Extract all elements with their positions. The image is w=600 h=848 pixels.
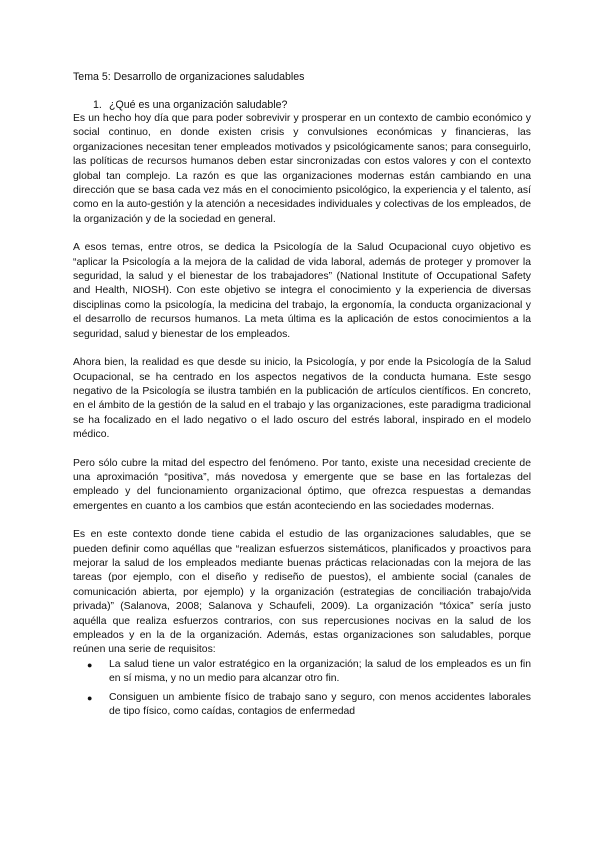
paragraph-3: Ahora bien, la realidad es que desde su inicio, la Psicología, y por ende la Psicología de la Salud Ocupacional, se ha centrado en los aspectos negativos de la conducta humana. Este sesgo negativo de la Psicología se ilustra también en la publicación de artículos científicos. En concreto, en el ámbito de la gestión de la salud en el trabajo y las organizaciones, este paradigma tradicional se ha focalizado en el lado negativo o el lado oscuro del estrés laboral, inspirado en el modelo médico. xyxy=(73,357,531,441)
document-title: Tema 5: Desarrollo de organizaciones saludables xyxy=(73,71,305,83)
requirements-list xyxy=(73,658,531,720)
section-question: ¿Qué es una organización saludable? xyxy=(109,99,288,111)
bullet-icon: ● xyxy=(87,692,93,703)
list-item-text: La salud tiene un valor estratégico en la organización; la salud de los empleados es un fin en sí misma, y no un medio para alcanzar otro fin. xyxy=(109,658,531,685)
list-item xyxy=(73,691,531,720)
paragraph-1: Es un hecho hoy día que para poder sobrevivir y prosperar en un contexto de cambio económico y social continuo, en donde existen crisis y convulsiones económicas y financieras, las organizaciones necesitan tener empleados motivados y psicológicamente sanos; para conseguirlo, las políticas de recursos humanos deben estar sincronizadas con estos valores y con el contexto global tan complejo. La razón es que las organizaciones modernas están cambiando en una dirección que se basa cada vez más en el conocimiento psicológico, la experiencia y el talento, así como en la auto-gestión y la atención a necesidades individuales y colectivas de los empleados, de la organización y de la sociedad en general. xyxy=(73,113,531,225)
document-page xyxy=(73,70,531,723)
section-number: 1. xyxy=(93,99,102,111)
section-heading xyxy=(93,98,531,112)
list-item xyxy=(73,658,531,687)
list-item-text: Consiguen un ambiente físico de trabajo sano y seguro, con menos accidentes laborales de tipo físico, como caídas, contagios de enfermedad xyxy=(109,691,531,718)
bullet-icon: ● xyxy=(87,659,93,670)
paragraph-2: A esos temas, entre otros, se dedica la Psicología de la Salud Ocupacional cuyo objetivo es “aplicar la Psicología a la mejora de la calidad de vida laboral, además de proteger y promover la seguridad, la salud y el bienestar de los trabajadores” (National Institute of Occupational Safety and Health, NIOSH). Con este objetivo se integra el conocimiento y la experiencia de diversas disciplinas como la psicología, la medicina del trabajo, la ergonomía, la conducta organizacional y el desarrollo de recursos humanos. La meta última es la aplicación de estos conocimientos a la seguridad, salud y bienestar de los empleados. xyxy=(73,242,531,340)
paragraph-5: Es en este contexto donde tiene cabida el estudio de las organizaciones saludables, que se pueden definir como aquéllas que “realizan esfuerzos sistemáticos, planificados y proactivos para mejorar la salud de los empleados mediante buenas prácticas relacionadas con la mejora de las tareas (por ejemplo, con el diseño y rediseño de puestos), el ambiente social (canales de comunicación abierta, por ejemplo) y la organización (estrategias de conciliación trabajo/vida privada)” (Salanova, 2008; Salanova y Schaufeli, 2009). La organización “tóxica” sería justo aquélla que realiza esfuerzos contrarios, con sus repercusiones nocivas en la salud de los empleados y en la de la organización. Además, estas organizaciones son saludables, porque reúnen una serie de requisitos: xyxy=(73,529,531,656)
paragraph-4: Pero sólo cubre la mitad del espectro del fenómeno. Por tanto, existe una necesidad creciente de una aproximación “positiva”, más novedosa y emergente que se base en las fortalezas del empleado y del funcionamiento organizacional óptimo, que ofrezca respuestas a demandas emergentes en cuanto a los cambios que están aconteciendo en las sociedades modernas. xyxy=(73,457,531,512)
